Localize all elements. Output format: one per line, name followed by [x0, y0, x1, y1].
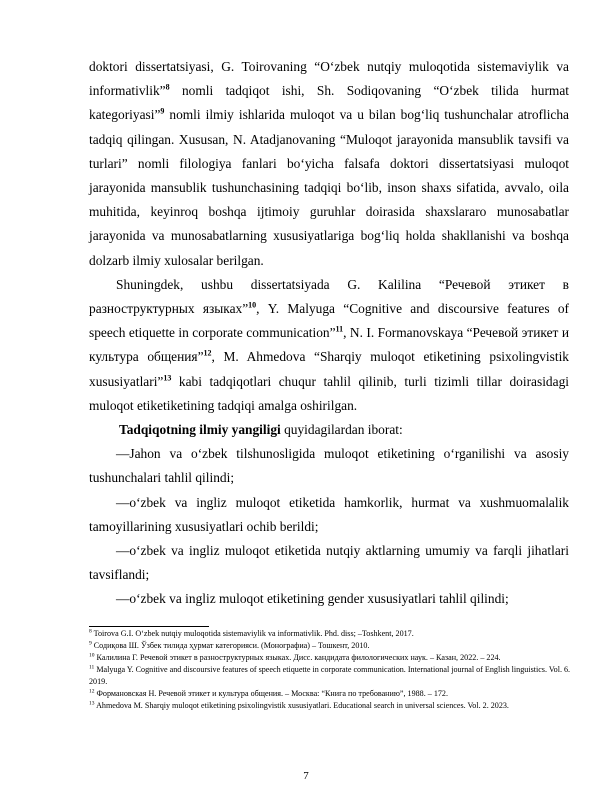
section-heading: Tadqiqotning ilmiy yangiligi — [119, 422, 281, 438]
paragraph-2 — [89, 273, 569, 418]
footnote-number: 9 — [89, 640, 92, 647]
list-item: —o‘zbek va ingliz muloqot etiketida nutqiy aktlarning umumiy va farqli jihatlari tavsiflandi; — [89, 543, 569, 583]
footnote-separator — [89, 626, 209, 627]
footnote-ref[interactable]: 11 — [335, 324, 344, 334]
paragraph-text: nomli ilmiy ishlarida muloqot va u bilan bog‘liq tushunchalar atroflicha tadqiq qilingan. Xususan, N. Atadjanovaning “Muloqot jarayonida mansublik tavsifi va turlari” nomli filologiya fanlari bo‘yicha falsafa doktori dissertatsiyasi muloqot jarayonida mansublik tushunchasining tadqiqi bo‘lib, inson shaxs sifatida, avvalo, oila muhitida, keyinroq boshqa ijtimoiy guruhlar doirasida shaxslararo munosabatlar jarayonida va munosabatlarning xususiyatlariga bog‘liq holda shakllanishi va boshqa dolzarb ilmiy xulosalar berilgan. — [89, 107, 569, 268]
paragraph-text: doktori dissertatsiyasi, G. Toirovaning “O‘zbek nutqiy muloqotida sistemaviylik va informativlik” — [89, 59, 569, 99]
list-item: —o‘zbek va ingliz muloqot etiketining gender xususiyatlari tahlil qilindi; — [116, 591, 509, 607]
footnote — [89, 652, 573, 664]
footnote-number: 12 — [89, 688, 95, 695]
list-item: —Jahon va o‘zbek tilshunosligida muloqot etiketining o‘rganilishi va asosiy tushunchalari tahlil qilindi; — [89, 446, 569, 486]
paragraph-text: Shuningdek, ushbu dissertatsiyada G. Kalilina “Речевой этикет в разноструктурных языках” — [89, 276, 569, 317]
footnote-number: 10 — [89, 652, 95, 659]
footnote-ref[interactable]: 10 — [248, 300, 257, 310]
footnote-text: Калилина Г. Речевой этикет в разноструктурных языках. Дисс. кандидата филологических наук. – Казан, 2022. – 224. — [94, 653, 501, 662]
footnote-ref[interactable]: 12 — [203, 348, 212, 358]
footnote-number: 11 — [89, 664, 95, 671]
paragraph-text: , N. I. Formanovskaya “Речевой этикет и культура общения” — [89, 325, 569, 365]
footnote-ref[interactable]: 8 — [165, 82, 170, 92]
footnote — [89, 664, 573, 688]
paragraph-text: , Y. Malyuga “Cognitive and discoursive features of speech etiquette in corporate communication” — [89, 301, 569, 341]
body-text — [89, 55, 569, 612]
heading-rest-text: quyidagilardan iborat: — [280, 422, 403, 438]
list-item: —o‘zbek va ingliz muloqot etiketida hamkorlik, hurmat va xushmuomalalik tamoyillarining xususiyatlari ochib berildi; — [89, 494, 569, 534]
page-number: 7 — [303, 770, 309, 782]
footnote — [89, 640, 573, 652]
paragraph-text: nomli tadqiqot ishi, Sh. Sodiqovaning “O‘zbek tilida hurmat kategoriyasi” — [89, 83, 569, 123]
footnote-ref[interactable]: 13 — [163, 373, 172, 383]
footnote — [89, 688, 573, 700]
paragraph-1 — [89, 55, 569, 273]
paragraph-text: kabi tadqiqotlari chuqur tahlil qilinib, turli tizimli tillar doirasidagi muloqot etiketiketining tadqiqi amalga oshirilgan. — [89, 373, 569, 413]
paragraph-text: , M. Ahmedova “Sharqiy muloqot etiketining psixolingvistik xususiyatlari” — [89, 349, 569, 389]
footnote — [89, 628, 573, 640]
footnote-number: 13 — [89, 700, 95, 707]
footnotes — [89, 628, 573, 712]
footnote-ref[interactable]: 9 — [160, 106, 165, 116]
footnote-text: Формановская Н. Речевой этикет и культура общения. – Москва: “Книга по требованию”, 1988. – 172. — [94, 689, 448, 698]
footnote-text: Malyuga Y. Cognitive and discoursive features of speech etiquette in corporate communication. International journal of English linguistics. Vol. 6. 2019. — [89, 665, 571, 686]
footnote-text: Содиқова Ш. Ўзбек тилида ҳурмат категорияси. (Монографиа) – Тошкент, 2010. — [91, 641, 370, 650]
section-heading-line — [89, 418, 569, 442]
footnote-text: Ahmedova M. Sharqiy muloqot etiketining psixolingvistik xususiyatlari. Educational search in universal sciences. Vol. 2. 2023. — [94, 701, 509, 710]
footnote — [89, 700, 573, 712]
footnote-text: Toirova G.I. O‘zbek nutqiy muloqotida sistemaviylik va informativlik. Phd. diss; –Toshkent, 2017. — [91, 629, 414, 638]
footnote-number: 8 — [89, 628, 92, 635]
